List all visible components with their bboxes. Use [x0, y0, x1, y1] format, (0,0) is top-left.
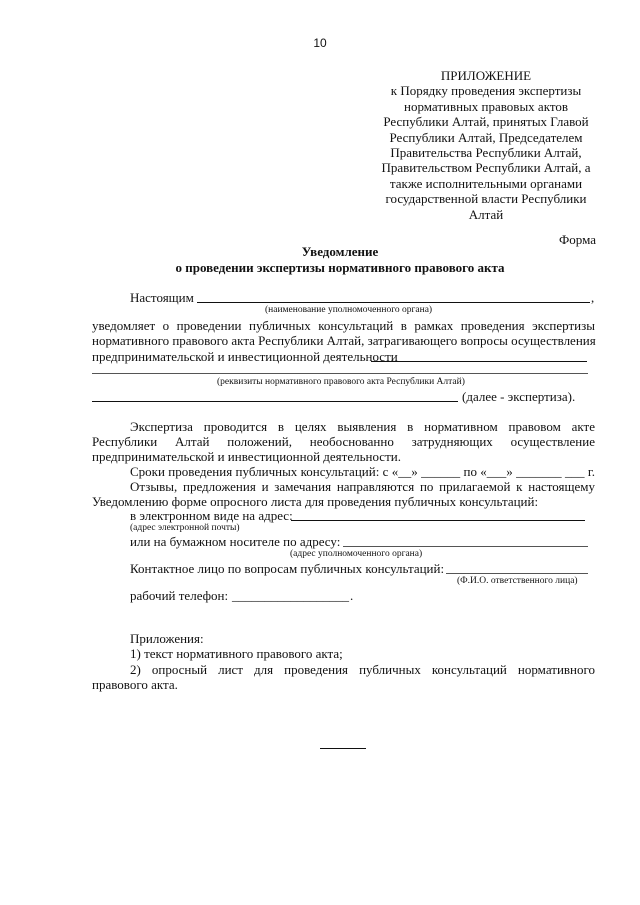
appendix-block	[368, 68, 604, 222]
appendix-line: Республики Алтай, Председателем	[389, 129, 583, 145]
appendix-heading: ПРИЛОЖЕНИЕ	[440, 68, 532, 83]
appendix-line: нормативных правовых актов	[403, 98, 568, 114]
attachment-item-2-line-1: 2) опросный лист для проведения публичных консультаций нормативного	[130, 662, 595, 677]
org-name-blank[interactable]	[197, 302, 590, 303]
contact-name-blank[interactable]	[446, 573, 588, 574]
appendix-line: Правительством Республики Алтай, а	[381, 160, 591, 176]
title-line-2: о проведении экспертизы нормативного правового акта	[175, 260, 505, 275]
appendix-line: государственной власти Республики	[385, 191, 587, 207]
purpose-line-3: предпринимательской и инвестиционной деятельности.	[92, 449, 401, 464]
hereinafter-text: (далее - экспертиза).	[462, 389, 576, 404]
appendix-line: Алтай	[468, 206, 504, 222]
feedback-line-1: Отзывы, предложения и замечания направляются по прилагаемой к настоящему	[130, 479, 595, 494]
paper-label: или на бумажном носителе по адресу:	[130, 534, 341, 549]
postal-address-blank[interactable]	[343, 546, 588, 547]
purpose-line-1: Экспертиза проводится в целях выявления в нормативном правовом акте	[130, 419, 595, 434]
hereby-comma: ,	[591, 290, 595, 305]
act-details-blank-2[interactable]	[92, 401, 458, 402]
appendix-line: также исполнительными органами	[389, 175, 583, 191]
notifies-line-2: нормативного правового акта Республики Алтай, затрагивающего вопросы осуществления	[92, 333, 596, 348]
phone-end: .	[350, 588, 354, 603]
act-details-caption: (реквизиты нормативного правового акта Республики Алтай)	[217, 377, 465, 387]
contact-label: Контактное лицо по вопросам публичных консультаций:	[130, 561, 445, 576]
phone-label: рабочий телефон:	[130, 588, 229, 603]
attachment-item-1: 1) текст нормативного правового акта;	[130, 646, 343, 661]
activity-blank[interactable]	[371, 361, 587, 362]
act-details-blank[interactable]	[92, 373, 588, 374]
form-label: Форма	[559, 232, 596, 247]
appendix-line: к Порядку проведения экспертизы	[390, 83, 582, 99]
feedback-line-2: Уведомлению форме опросного листа для проведения публичных консультаций:	[92, 494, 539, 509]
page-number: 10	[313, 36, 327, 50]
appendix-line: Республики Алтай, принятых Главой	[383, 114, 589, 130]
notifies-line-3: предпринимательской и инвестиционной деятельности	[92, 349, 398, 364]
title-line-1: Уведомление	[301, 244, 379, 259]
notifies-line-1: уведомляет о проведении публичных консультаций в рамках проведения экспертизы	[92, 318, 595, 333]
attachment-item-2-line-2: правового акта.	[92, 677, 178, 692]
attachments-heading: Приложения:	[130, 631, 204, 646]
closing-separator	[320, 748, 366, 749]
purpose-line-2: Республики Алтай положений, необоснованно затрудняющих осуществление	[92, 434, 595, 449]
hereby-label: Настоящим	[130, 290, 194, 305]
appendix-line: Правительства Республики Алтай,	[390, 145, 582, 161]
terms-line: Сроки проведения публичных консультаций: с «__» ______ по «___» _______ ___ г.	[130, 464, 595, 479]
email-blank[interactable]	[291, 520, 585, 521]
postal-address-caption: (адрес уполномоченного органа)	[290, 549, 423, 559]
document-title	[0, 244, 640, 276]
electronic-label: в электронном виде на адрес:	[130, 508, 293, 523]
phone-blank[interactable]: __________________	[232, 588, 349, 603]
org-name-caption: (наименование уполномоченного органа)	[265, 305, 433, 315]
email-caption: (адрес электронной почты)	[130, 523, 240, 533]
contact-name-caption: (Ф.И.О. ответственного лица)	[457, 576, 578, 586]
